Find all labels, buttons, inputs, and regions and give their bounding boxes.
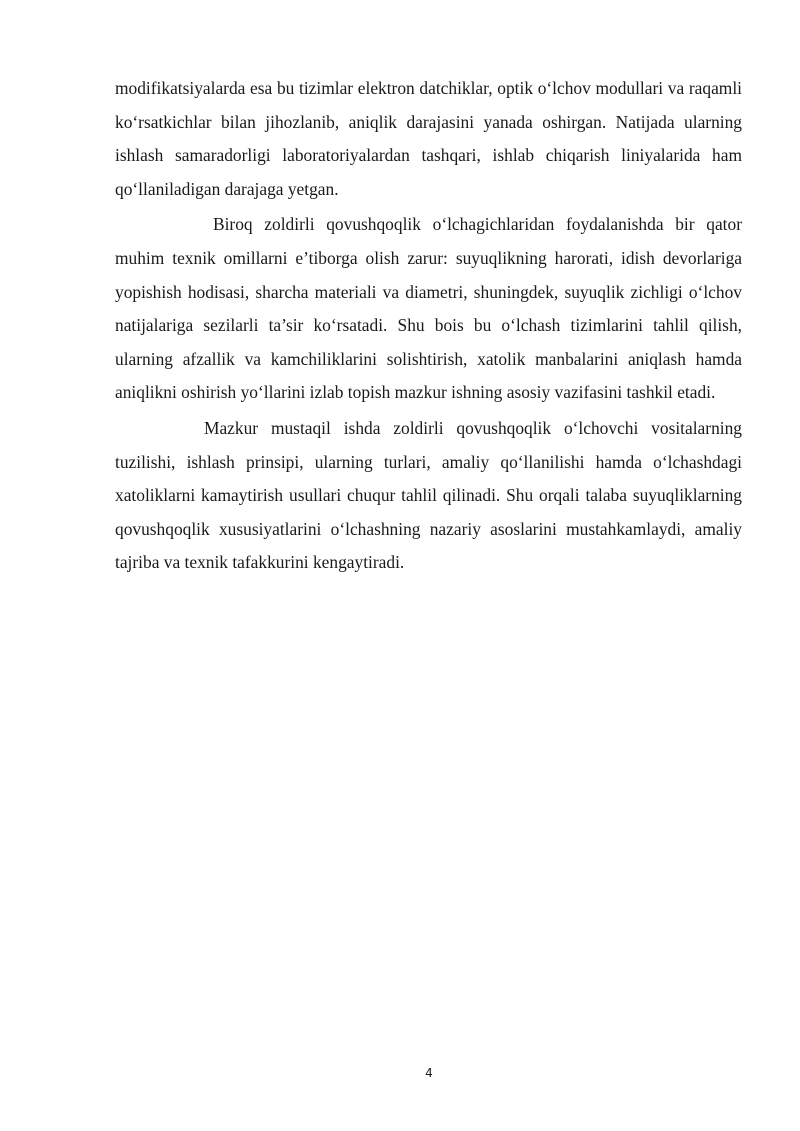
page-number: 4: [425, 1066, 433, 1080]
paragraph-2: Biroq zoldirli qovushqoqlik o‘lchagichlaridan foydalanishda bir qator muhim texnik omillarni e’tiborga olish zarur: suyuqlikning harorati, idish devorlariga yopishish hodisasi, sharcha materiali va diametri, shuningdek, suyuqlik zichligi o‘lchov natijalariga sezilarli ta’sir ko‘rsatadi. Shu bois bu o‘lchash tizimlarini tahlil qilish, ularning afzallik va kamchiliklarini solishtirish, xatolik manbalarini aniqlash hamda aniqlikni oshirish yo‘llarini izlab topish mazkur ishning asosiy vazifasini tashkil etadi.: [115, 214, 742, 403]
body-text: [115, 72, 742, 582]
paragraph-3: Mazkur mustaqil ishda zoldirli qovushqoqlik o‘lchovchi vositalarning tuzilishi, ishlash prinsipi, ularning turlari, amaliy qo‘llanilishi hamda o‘lchashdagi xatoliklarni kamaytirish usullari chuqur tahlil qilinadi. Shu orqali talaba suyuqliklarning qovushqoqlik xususiyatlarini o‘lchashning nazariy asoslarini mustahkamlaydi, amaliy tajriba va texnik tafakkurini kengaytiradi.: [115, 417, 742, 573]
paragraph-1: modifikatsiyalarda esa bu tizimlar elektron datchiklar, optik o‘lchov modullari va raqamli ko‘rsatkichlar bilan jihozlanib, aniqlik darajasini yanada oshirgan. Natijada ularning ishlash samaradorligi laboratoriyalardan tashqari, ishlab chiqarish liniyalarida ham qo‘llaniladigan darajaga yetgan.: [115, 78, 742, 199]
